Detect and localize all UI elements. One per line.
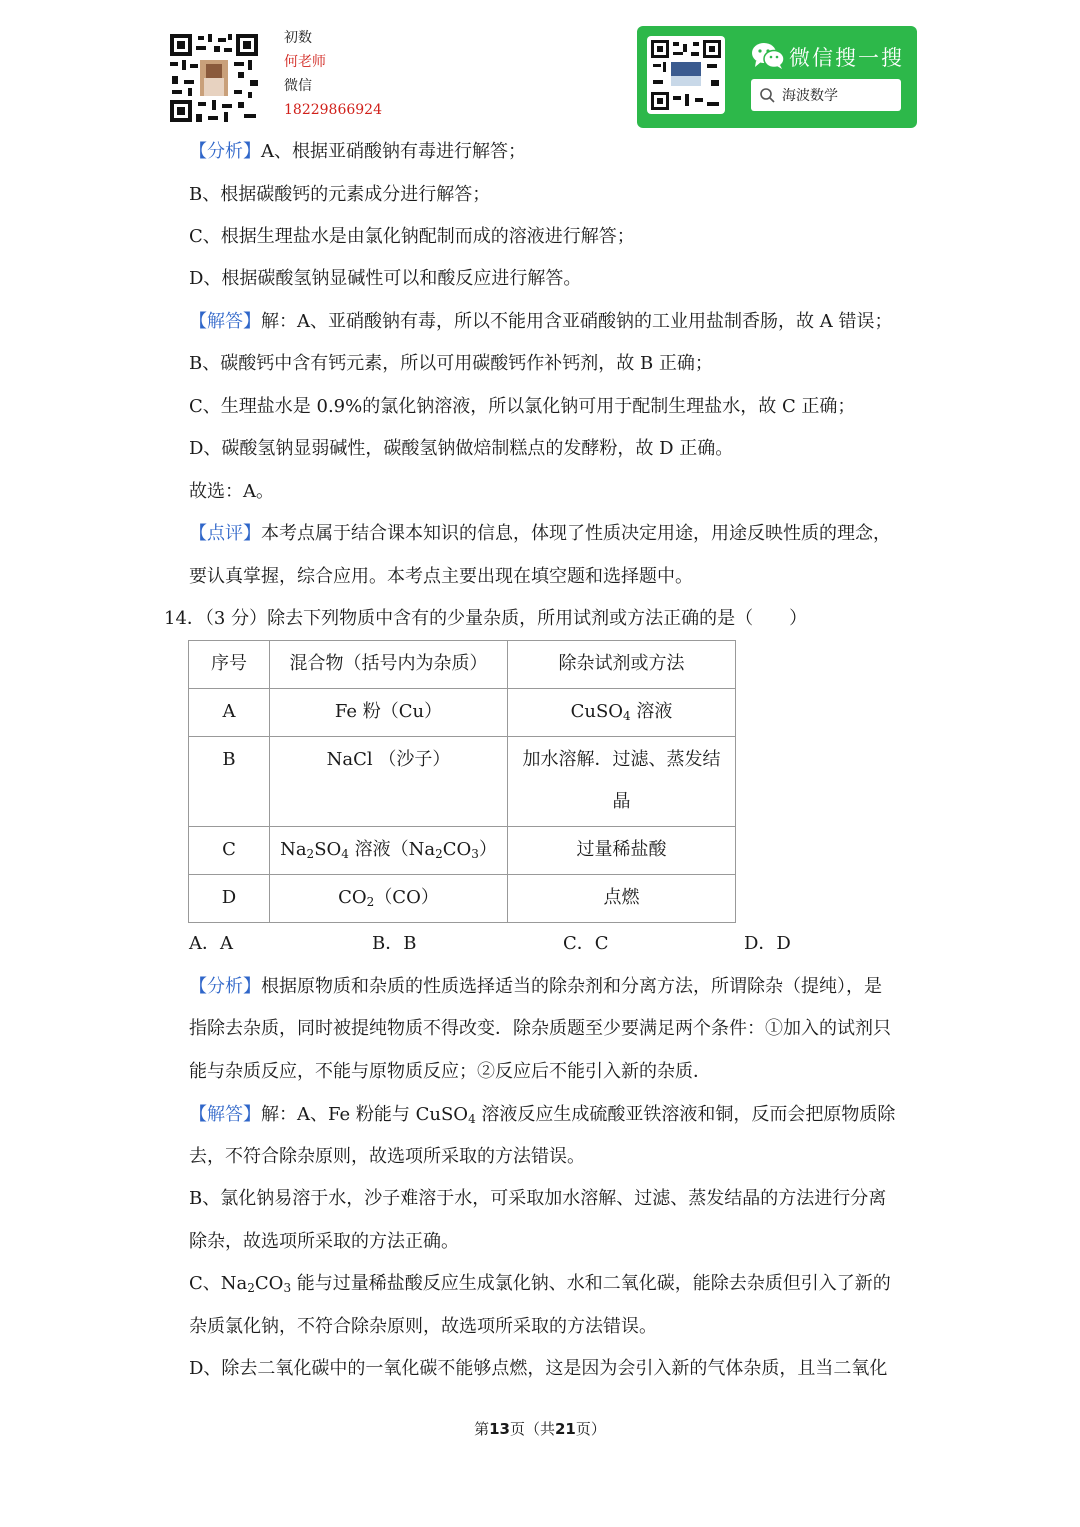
q14-answer-line-c2: 杂质氯化钠，不符合除杂原则，故选项所采取的方法错误。 <box>189 1316 657 1337</box>
table-cell <box>270 689 508 737</box>
analysis-line-a <box>189 140 526 164</box>
comment-line-2: 要认真掌握，综合应用。本考点主要出现在填空题和选择题中。 <box>189 566 693 587</box>
teacher-qr-code <box>168 32 260 124</box>
table-header-row <box>189 641 736 689</box>
row-b-mixture: NaCl （沙子） <box>326 749 451 770</box>
wechat-search-title: 微信搜一搜 <box>789 46 904 70</box>
table-cell <box>508 737 736 827</box>
table-header-cell <box>189 641 270 689</box>
row-b-method <box>508 737 735 823</box>
q14-answer-a-text: 解：A、Fe 粉能与 CuSO$_4$ 溶液反应生成硫酸亚铁溶液和铜，反而会把原物质除 <box>261 1104 896 1126</box>
table-cell <box>189 875 270 923</box>
table-cell <box>508 827 736 875</box>
row-a-method: CuSO$_4$ 溶液 <box>570 701 673 723</box>
analysis-line-b: B、根据碳酸钙的元素成分进行解答； <box>189 184 491 205</box>
q14-answer-line-a2: 去，不符合除杂原则，故选项所采取的方法错误。 <box>189 1146 585 1167</box>
row-b-id: B <box>222 749 236 770</box>
wechat-search-query: 海波数学 <box>782 88 838 104</box>
q14-answer-line-b2: 除杂，故选项所采取的方法正确。 <box>189 1231 459 1252</box>
q14-analysis-line-3: 能与杂质反应，不能与原物质反应；②反应后不能引入新的杂质． <box>189 1061 711 1082</box>
row-d-id: D <box>221 887 237 908</box>
search-icon <box>759 87 775 103</box>
table-cell <box>270 875 508 923</box>
table-cell <box>508 875 736 923</box>
table-header-cell <box>508 641 736 689</box>
contact-subject: 初数 <box>284 30 312 46</box>
row-c-method: 过量稀盐酸 <box>576 839 667 860</box>
option-d[interactable]: D．D <box>744 933 791 954</box>
page-footer <box>0 1418 1080 1440</box>
answer-line-d: D、碳酸氢钠显弱碱性，碳酸氢钠做焙制糕点的发酵粉，故 D 正确。 <box>189 438 734 459</box>
footer-middle: 页（共 <box>509 1420 555 1438</box>
header-mixture: 混合物（括号内为杂质） <box>289 653 488 674</box>
option-b[interactable]: B．B <box>372 933 417 954</box>
row-d-method: 点燃 <box>603 887 640 908</box>
contact-teacher: 何老师 <box>284 54 326 70</box>
q14-answer-line-d1: D、除去二氧化碳中的一氧化碳不能够点燃，这是因为会引入新的气体杂质，且当二氧化 <box>189 1358 888 1379</box>
comment-tag: 【点评】 <box>189 523 261 544</box>
row-a-mixture: Fe 粉（Cu） <box>334 701 443 722</box>
header-id: 序号 <box>211 653 247 674</box>
answer-a-text: 解：A、亚硝酸钠有毒，所以不能用含亚硝酸钠的工业用盐制香肠，故 A 错误； <box>261 311 893 332</box>
table-row <box>189 737 736 827</box>
table-cell <box>189 737 270 827</box>
comment-line-1 <box>189 522 891 546</box>
footer-suffix: 页） <box>575 1420 606 1438</box>
wechat-search-card[interactable] <box>637 26 917 128</box>
answer-choice: 故选：A。 <box>189 481 274 502</box>
table-cell <box>189 689 270 737</box>
contact-info <box>284 26 382 122</box>
table-row <box>189 689 736 737</box>
wechat-logo-icon <box>751 42 785 70</box>
table-cell <box>270 827 508 875</box>
question-14-stem: 14．（3 分）除去下列物质中含有的少量杂质，所用试剂或方法正确的是（ ） <box>164 608 808 629</box>
header-method: 除杂试剂或方法 <box>558 653 685 674</box>
q14-answer-line-a1 <box>189 1103 895 1127</box>
footer-prefix: 第 <box>474 1420 490 1438</box>
table-cell <box>270 737 508 827</box>
analysis-tag: 【分析】 <box>189 976 261 997</box>
q14-answer-line-c1: C、$Na_2CO_3$ 能与过量稀盐酸反应生成氯化钠、水和二氧化碳，能除去杂质但引入了新的 <box>189 1273 891 1295</box>
analysis-tag: 【分析】 <box>189 141 261 162</box>
row-d-mixture: $CO_2(CO)$ <box>338 887 439 909</box>
row-c-id: C <box>222 839 236 860</box>
answer-line-a <box>189 310 892 334</box>
answer-tag: 【解答】 <box>189 311 261 332</box>
analysis-a-text: A、根据亚硝酸钠有毒进行解答； <box>261 141 526 162</box>
table-header-cell <box>270 641 508 689</box>
footer-total-pages: 21 <box>555 1420 576 1438</box>
row-a-id: A <box>222 701 236 722</box>
q14-analysis-line-2: 指除去杂质，同时被提纯物质不得改变．除杂质题至少要满足两个条件：①加入的试剂只 <box>189 1018 891 1039</box>
contact-phone: 18229866924 <box>284 102 382 118</box>
answer-line-c: C、生理盐水是 0.9%的氯化钠溶液，所以氯化钠可用于配制生理盐水，故 C 正确； <box>189 396 856 417</box>
analysis-line-c: C、根据生理盐水是由氯化钠配制而成的溶液进行解答； <box>189 226 635 247</box>
analysis-line-d: D、根据碳酸氢钠显碱性可以和酸反应进行解答。 <box>189 268 582 289</box>
answer-line-b: B、碳酸钙中含有钙元素，所以可用碳酸钙作补钙剂，故 B 正确； <box>189 353 713 374</box>
impurity-table <box>188 640 736 923</box>
q14-answer-line-b1: B、氯化钠易溶于水，沙子难溶于水，可采取加水溶解、过滤、蒸发结晶的方法进行分离 <box>189 1188 887 1209</box>
table-row <box>189 875 736 923</box>
table-row <box>189 827 736 875</box>
contact-wechat-label: 微信 <box>284 78 312 94</box>
q14-analysis-text-1: 根据原物质和杂质的性质选择适当的除杂剂和分离方法，所谓除杂（提纯），是 <box>261 976 882 997</box>
option-a[interactable]: A．A <box>189 933 233 954</box>
answer-tag: 【解答】 <box>189 1104 261 1125</box>
row-b-method-line-1: 加水溶解．过滤、蒸发结 <box>522 749 721 770</box>
wechat-qr-code <box>651 40 721 110</box>
option-c[interactable]: C．C <box>563 933 609 954</box>
q14-analysis-line-1 <box>189 975 882 999</box>
table-cell <box>189 827 270 875</box>
row-b-method-line-2: 晶 <box>612 791 631 812</box>
table-cell <box>508 689 736 737</box>
footer-page-number: 13 <box>489 1420 510 1438</box>
comment-text-1: 本考点属于结合课本知识的信息，体现了性质决定用途，用途反映性质的理念， <box>261 523 891 544</box>
wechat-search-box[interactable] <box>751 79 901 111</box>
row-c-mixture: $Na_2SO_4$ 溶液$(Na_2CO_3)$ <box>280 839 497 861</box>
